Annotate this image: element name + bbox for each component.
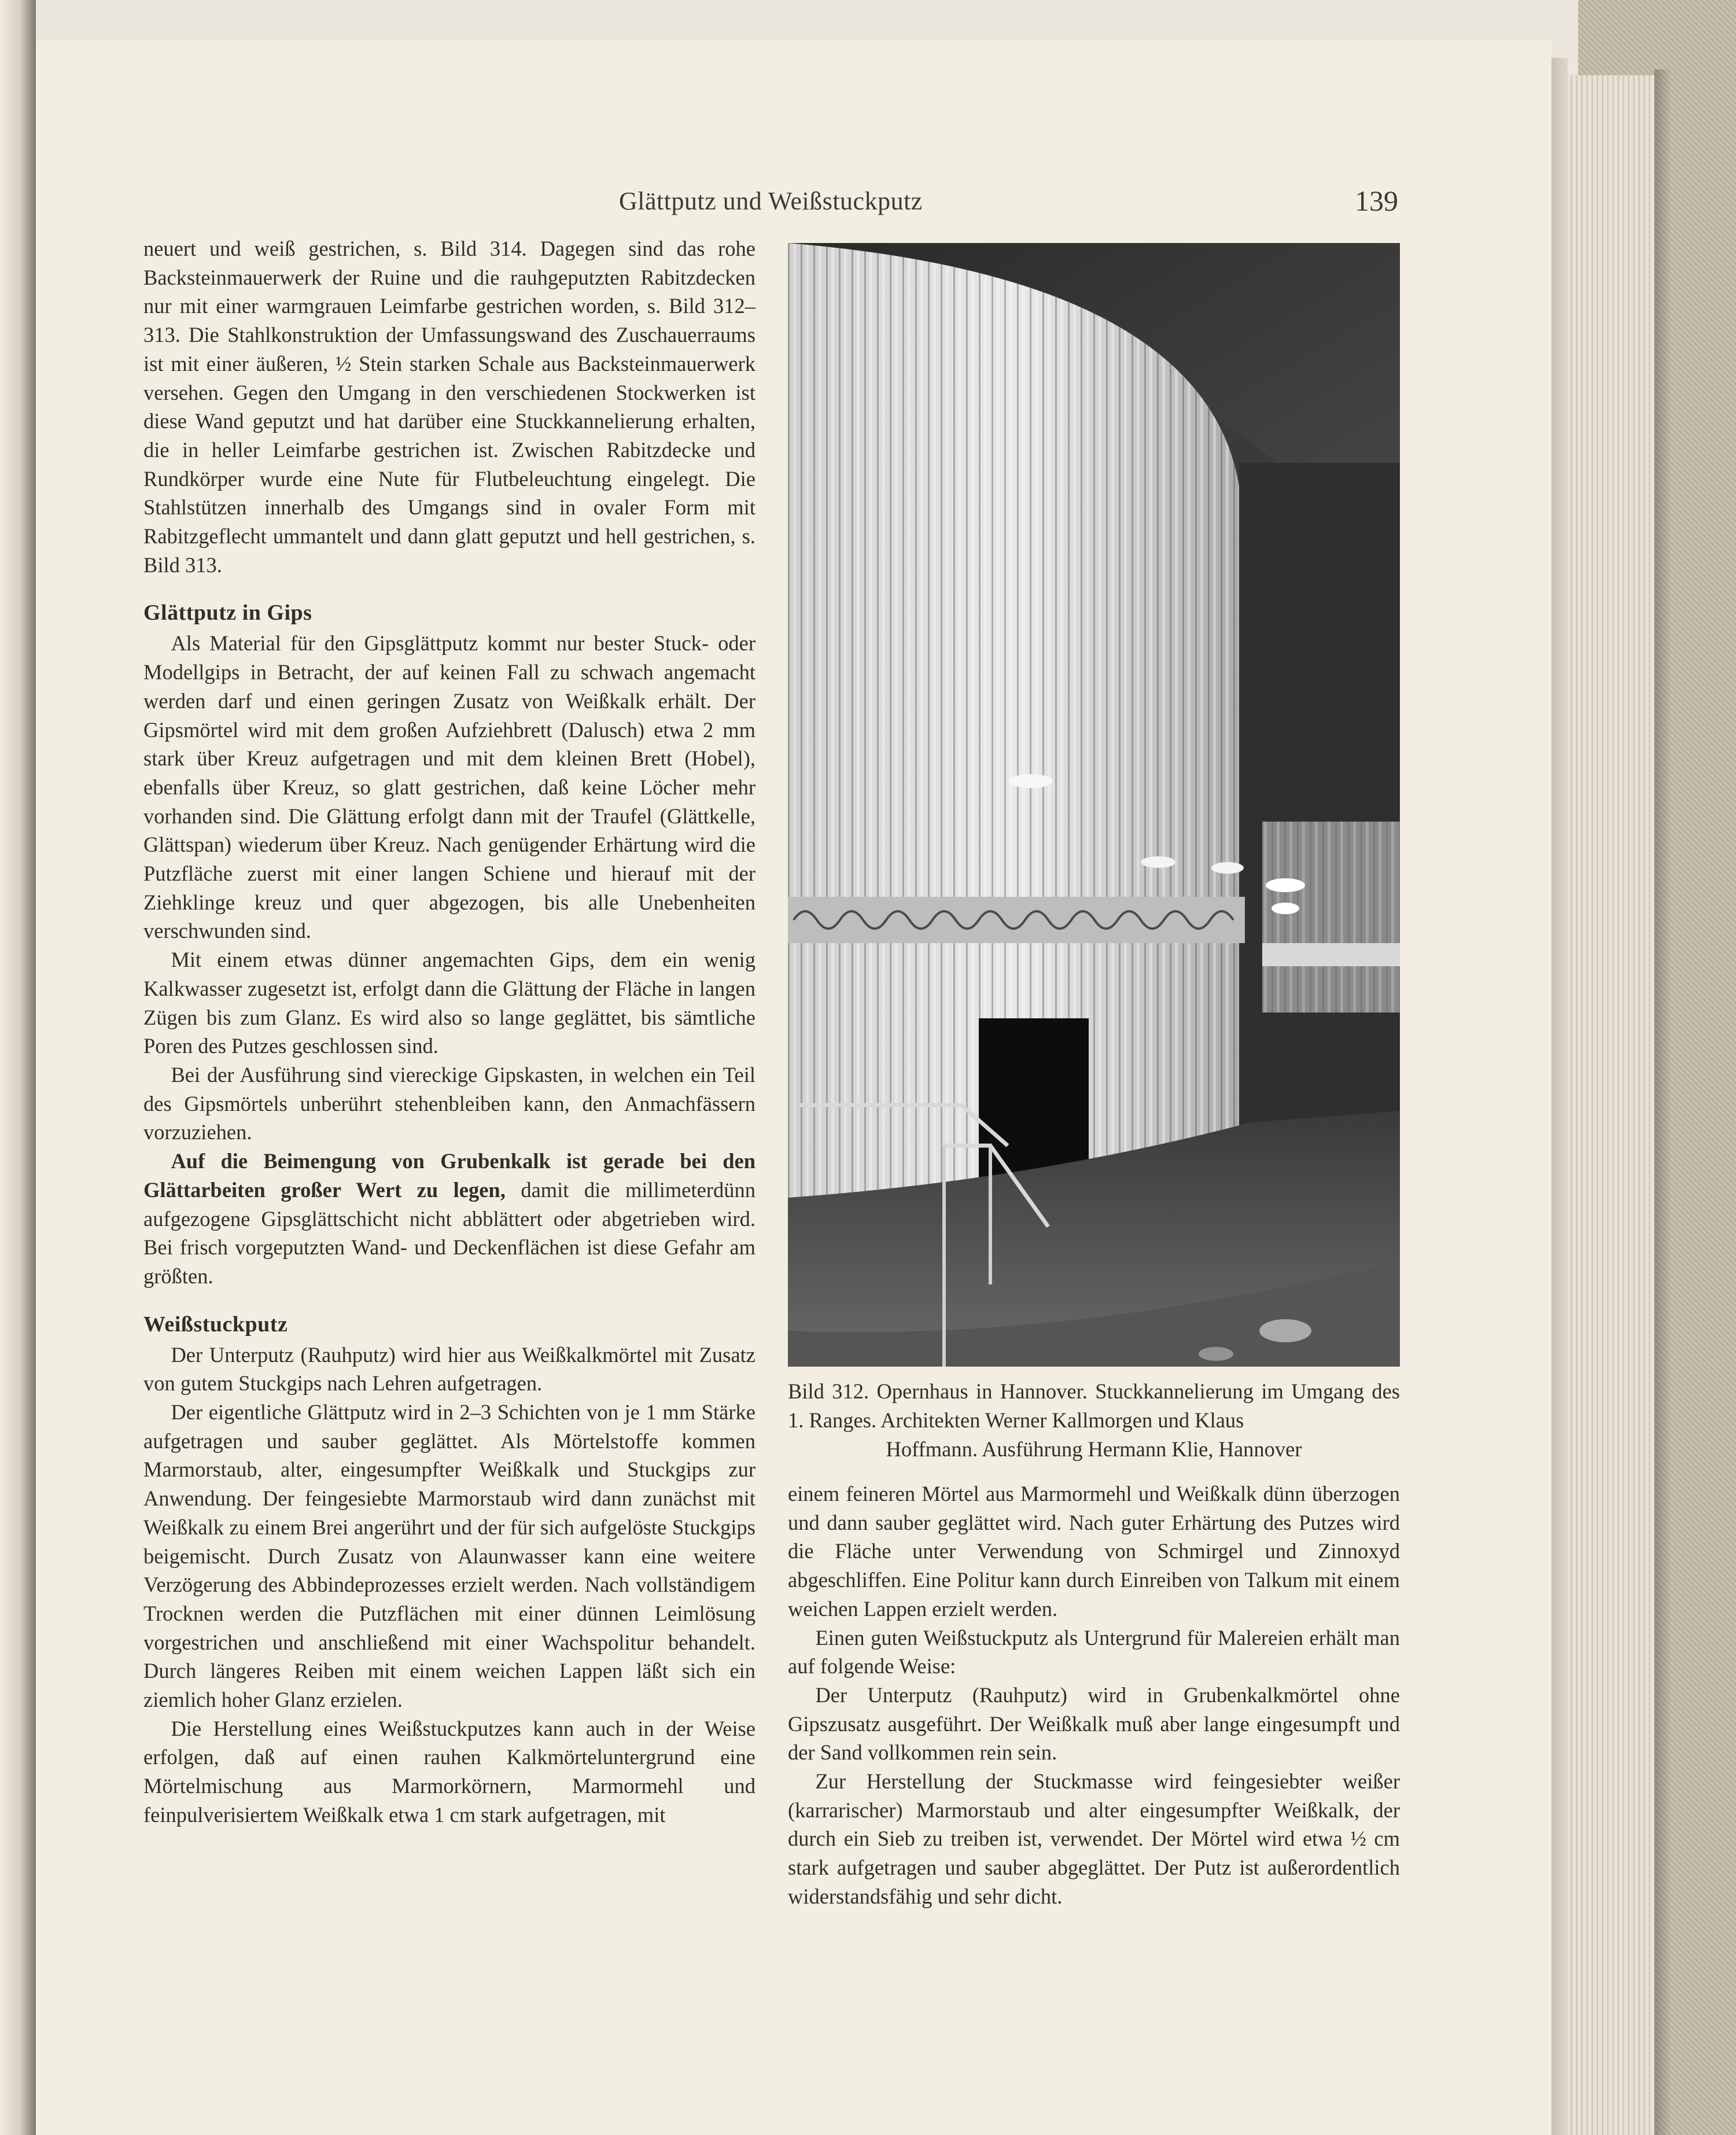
figure-caption — [788, 1377, 1400, 1464]
paragraph: einem feineren Mörtel aus Marmormehl und Weißkalk dünn überzogen und dann sauber geglättet wird. Nach guter Erhärtung des Putzes wird die Fläche unter Verwendung von Schmirgel und Zinnoxyd abgeschliffen. Eine Politur kann durch Einreiben von Talkum mit einem weichen Lappen erzielt werden. — [788, 1482, 1400, 1621]
paragraph-emphasis — [143, 1147, 755, 1291]
paragraph: Einen guten Weißstuckputz als Untergrund für Malereien erhält man auf folgende Weise: — [788, 1625, 1400, 1678]
paragraph: Der eigentliche Glättputz wird in 2–3 Schichten von je 1 mm Stärke aufgetragen und sauber geglättet. Als Mörtelstoffe kommen Marmorstaub, alter, eingesumpfter Weißkalk und Stuckgips zur Anwendung. Der feingesiebte Marmorstaub wird dann zunächst mit Weißkalk zu einem Brei angerührt und der für sich aufgelöste Stuckgips beigemischt. Durch Zusatz von Alaunwasser kann eine weitere Verzögerung des Abbindeprozesses erzielt werden. Nach vollständigem Trocknen werden die Putzflächen mit einer dünnen Leimlösung vorgestrichen und anschließend mit einer Wachspolitur behandelt. Durch längeres Reiben mit einem weichen Lappen läßt sich ein ziemlich hoher Glanz erzielen. — [143, 1400, 755, 1712]
running-title: Glättputz und Weißstuckputz — [619, 187, 923, 215]
paragraph-rest: damit die millimeterdünn aufgezogene Gipsglättschicht nicht abblättert oder abgetrieben wird. Bei frisch vorgeputzten Wand- und Deckenflächen ist diese Gefahr am größten. — [143, 1177, 755, 1288]
section-heading-weissstuckputz: Weißstuckputz — [143, 1312, 288, 1337]
paragraph: Mit einem etwas dünner angemachten Gips, dem ein wenig Kalkwasser zugesetzt ist, erfolgt dann die Glättung der Fläche in langen Zügen bis zum Glanz. Es wird also so lange geglättet, bis sämtliche Poren des Putzes geschlossen sind. — [143, 948, 755, 1058]
page-edges — [1568, 75, 1654, 2135]
paragraph: neuert und weiß gestrichen, s. Bild 314. Dagegen sind das rohe Backsteinmauerwerk der Ruine und die rauhgeputzten Rabitzdecken nur mit einer warmgrauen Leimfarbe gestrichen worden, s. Bild 312–313. Die Stahlkonstruktion der Umfassungswand des Zuschauerraums ist mit einer äußeren, ½ Stein starken Schale aus Backsteinmauerwerk versehen. Gegen den Umgang in den verschiedenen Stockwerken ist diese Wand geputzt und hat darüber eine Stuckkannelierung erhalten, die in heller Leimfarbe gestrichen ist. Zwischen Rabitzdecke und Rundkörper wurde eine Nute für Flutbeleuchtung eingelegt. Die Stahlstützen innerhalb des Umgangs sind in ovaler Form mit Rabitzgeflecht ummantelt und dann glatt geputzt und hell gestrichen, s. Bild 313. — [143, 237, 755, 577]
page-number: 139 — [1355, 185, 1398, 217]
paragraph: Die Herstellung eines Weißstuckputzes kann auch in der Weise erfolgen, daß auf einen rauhen Kalkmörteluntergrund eine Mörtelmischung aus Marmorkörnern, Marmormehl und feinpulverisiertem Weißkalk etwa 1 cm stark aufgetragen, mit — [143, 1716, 755, 1827]
page-margin-edge — [1551, 58, 1568, 2135]
paragraph: Zur Herstellung der Stuckmasse wird feingesiebter weißer (karrarischer) Marmorstaub und alter eingesumpfter Weißkalk, der durch ein Sieb zu treiben ist, verwendet. Der Mörtel wird etwa ½ cm stark aufgetragen und sauber abgeglättet. Der Putz ist außerordentlich widerstandsfähig und sehr dicht. — [788, 1769, 1400, 1908]
caption-last-line: Hoffmann. Ausführung Hermann Klie, Hannover — [886, 1437, 1302, 1461]
bold-phrase: Auf die Beimengung von Grubenkalk ist gerade bei den Glättarbeiten großer Wert zu legen, — [143, 1149, 755, 1202]
photo-illustration — [788, 243, 1400, 1367]
caption-text: Bild 312. Opernhaus in Hannover. Stuckkannelierung im Umgang des 1. Ranges. Architekten Werner Kallmorgen und Klaus — [788, 1379, 1400, 1432]
figure-photo-opera-house — [788, 243, 1400, 1367]
section-heading-glaettputz: Glättputz in Gips — [143, 601, 312, 625]
paragraph: Der Unterputz (Rauhputz) wird in Grubenkalkmörtel ohne Gipszusatz ausgeführt. Der Weißkalk muß aber lange eingesumpft und der Sand vollkommen rein sein. — [788, 1683, 1400, 1765]
paragraph: Bei der Ausführung sind viereckige Gipskasten, in welchen ein Teil des Gipsmörtels unberührt stehenbleiben kann, den Anmachfässern vorzuziehen. — [143, 1062, 755, 1144]
right-text-column — [788, 1479, 1400, 1911]
book-gutter — [0, 0, 36, 2135]
paragraph: Als Material für den Gipsglättputz kommt nur bester Stuck- oder Modellgips in Betracht, der auf keinen Fall zu schwach angemacht werden darf und einen geringen Zusatz von Weißkalk erhält. Der Gipsmörtel wird mit dem großen Aufziehbrett (Dalusch) etwa 2 mm stark über Kreuz aufgetragen und mit dem kleinen Brett (Hobel), ebenfalls über Kreuz, so glatt gestrichen, daß keine Löcher mehr vorhanden sind. Die Glättung erfolgt dann mit der Traufel (Glättkelle, Glättspan) wiederum über Kreuz. Nach genügender Erhärtung wird die Putzfläche zuerst mit einer langen Schiene und hierauf mit der Ziehklinge kreuz und quer abgezogen, bis alle Unebenheiten verschwunden sind. — [143, 631, 755, 943]
paragraph: Der Unterputz (Rauhputz) wird hier aus Weißkalkmörtel mit Zusatz von gutem Stuckgips nach Lehren aufgetragen. — [143, 1342, 755, 1396]
cover-shadow — [1654, 69, 1672, 2135]
left-text-column — [143, 234, 755, 1830]
